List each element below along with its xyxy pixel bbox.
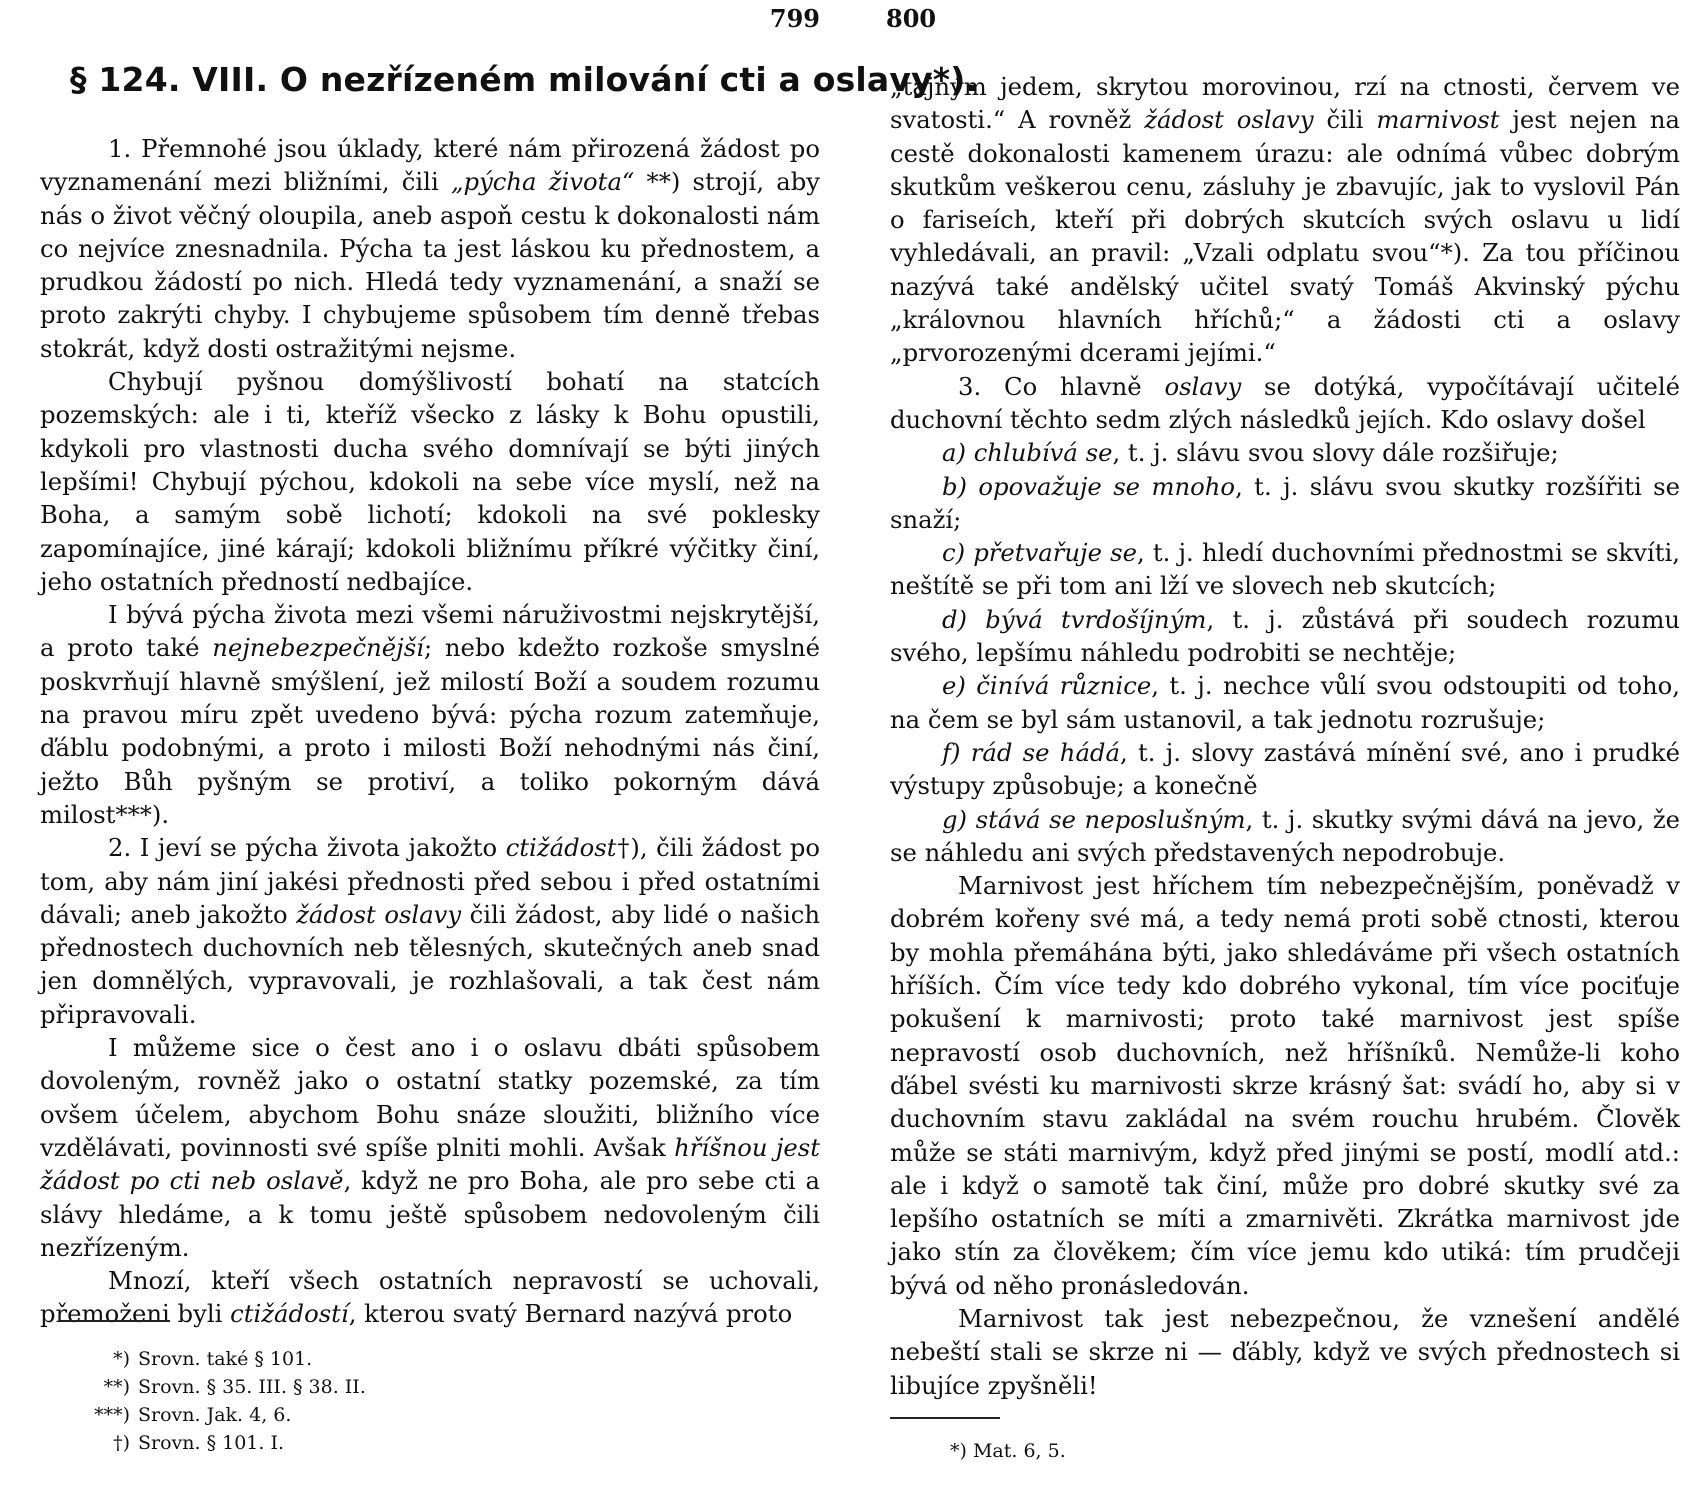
page-number: 799 [769, 4, 820, 33]
right-text-body [890, 70, 1680, 1402]
footnote: ***) Srovn. Jak. 4, 6. [94, 1404, 292, 1426]
paragraph: 2. I jeví se pýcha života jakožto ctižádost†), čili žádost po tom, aby nám jiní jakési přednosti před sebou i před ostatními dávali; aneb jakožto žádost oslavy čili žádost, aby lidé o našich přednostech duchovních neb tělesných, skutečných aneb snad jen domnělých, vypravovali, je rozhlašovali, a tak čest nám připravovali. [40, 833, 821, 1029]
paragraph: 3. Co hlavně oslavy se dotýká, vypočítávají učitelé duchovní těchto sedm zlých následků jejích. Kdo oslavy došel [890, 371, 1680, 434]
list-item: f) rád se hádá, t. j. slovy zastává mínění své, ano i prudké výstupy způsobuje; a konečně [890, 737, 1680, 801]
list-item: b) opovažuje se mnoho, t. j. slávu svou skutky rozšířiti se snaží; [890, 471, 1680, 534]
list-item: d) bývá tvrdošíjným, t. j. zůstává při soudech rozumu svého, lepšímu náhledu podrobiti se nechtěje; [890, 604, 1681, 668]
page-number: 800 [886, 4, 937, 33]
left-text-body [40, 132, 820, 1331]
footnote: †) Srovn. § 101. I. [113, 1432, 285, 1454]
paragraph: Marnivost tak jest nebezpečnou, že vznešení andělé nebeští stali se skrze ni — ďábly, když ve svých přednostech si libujíce zpyšněli! [890, 1303, 1680, 1400]
footnote: *) Srovn. také § 101. [113, 1348, 313, 1370]
right-page [880, 0, 1680, 1500]
paragraph: I můžeme sice o čest ano i o oslavu dbáti spůsobem dovoleným, rovněž jako o ostatní statky pozemské, za tím ovšem účelem, abychom Bohu snáze sloužiti, bližního více vzdělávati, povinnosti své spíše plniti mohli. Avšak hříšnou jest žádost po cti neb oslavě, když ne pro Boha, ale pro sebe cti a slávy hledáme, a k tomu ještě spůsobem nedovoleným čili nezřízeným. [40, 1033, 820, 1262]
list-item: g) stává se neposlušným, t. j. skutky svými dává na jevo, že se náhledu ani svých představených nepodrobuje. [890, 804, 1681, 867]
paragraph: I bývá pýcha života mezi všemi náruživostmi nejskrytější, a proto také nejnebezpečnější; nebo kdežto rozkoše smyslné poskvrňují hlavně smýšlení, jež milostí Boží a soudem rozumu na pravou míru zpět uvedeno bývá: pýcha rozum zatemňuje, ďáblu podobnými, a proto i milosti Boží nehodnými nás činí, ježto Bůh pyšným se protiví, a toliko pokorným dává milost***). [40, 600, 820, 829]
paragraph: Chybují pyšnou domýšlivostí bohatí na statcích pozemských: ale i ti, kteříž všecko z lásky k Bohu opustili, kdykoli pro vlastnosti ducha svého domnívají se býti jiných lepšími! Chybují pýchou, kdokoli na sebe více myslí, než na Boha, a samým sobě lichotí; kdokoli na své poklesky zapomínajíce, jiné kárají; kdokoli bližnímu příkré výčitky činí, jeho ostatních předností nedbajíce. [40, 367, 820, 596]
paragraph: 1. Přemnohé jsou úklady, které nám přirozená žádost po vyznamenání mezi bližními, čili „pýcha života“ **) strojí, aby nás o život věčný oloupila, aneb aspoň cestu k dokonalosti nám co nejvíce znesnadnila. Pýcha ta jest láskou ku přednostem, a prudkou žádostí po nich. Hledá tedy vyznamenání, a snaží se proto zakrýti chyby. I chybujeme spůsobem tím denně třebas stokrát, když dosti ostražitými nejsme. [40, 134, 821, 363]
footnotes [950, 1437, 1066, 1465]
list-item: a) chlubívá se, t. j. slávu svou slovy dále rozšiřuje; [942, 438, 1559, 468]
footnote: **) Srovn. § 35. III. § 38. II. [103, 1376, 366, 1398]
list-item: c) přetvařuje se, t. j. hledí duchovními přednostmi se skvíti, neštítě se při tom ani lží ve slovech neb skutcích; [890, 538, 1680, 601]
paragraph: Marnivost jest hříchem tím nebezpečnějším, poněvadž v dobrém kořeny své má, a tedy nemá proti sobě ctnosti, kterou by mohla přemáhána býti, jako shledáváme při všech ostatních hříších. Čím více tedy kdo dobrého vykonal, tím více pociťuje pokušení k marnivosti; proto také marnivost jest spíše nepravostí osob duchovních, než hříšníků. Nemůže-li koho ďábel svésti ku marnivosti skrze krásný šat: svádí ho, aby si v duchovním stavu zakládal na svém rouchu hrubém. Člověk může se státi marnivým, když před jinými se postí, modlí atd.: ale i když o samotě tak činí, může pro dobré skutky své za lepšího ostatních se míti a zmarnivěti. Zkrátka marnivost jde jako stín za člověkem; čím více jemu kdo utiká: tím prudčeji bývá od něho pronásledován. [890, 871, 1680, 1300]
footnote-rule [60, 1320, 170, 1322]
footnotes [72, 1345, 366, 1457]
section-heading: § 124. VIII. O nezřízeném milování cti a oslavy*). [70, 60, 979, 99]
paragraph: „tajným jedem, skrytou morovinou, rzí na ctnosti, červem ve svatosti.“ A rovněž žádost oslavy čili marnivost jest nejen na cestě dokonalosti kamenem úrazu: ale odnímá vůbec dobrým skutkům veškerou cenu, zásluhy je zbavujíc, jak to vyslovil Pán o fariseích, kteří při dobrých skutcích svých oslavu u lidí vyhledávali, an pravil: „Vzali odplatu svou“*). Za tou příčinou nazývá také andělský učitel svatý Tomáš Akvinský pýchu „královnou hlavních hříchů;“ a žádosti cti a oslavy „prvorozenými dcerami jejími.“ [890, 72, 1681, 368]
list-item: e) činívá různice, t. j. nechce vůlí svou odstoupiti od toho, na čem se byl sám ustanovil, a tak jednotu rozrušuje; [890, 671, 1680, 734]
paragraph: Mnozí, kteří všech ostatních nepravostí se uchovali, přemoženi byli ctižádostí, kterou svatý Bernard nazývá proto [40, 1266, 820, 1329]
footnote-rule [890, 1417, 1000, 1419]
footnote: *) Mat. 6, 5. [950, 1440, 1066, 1462]
